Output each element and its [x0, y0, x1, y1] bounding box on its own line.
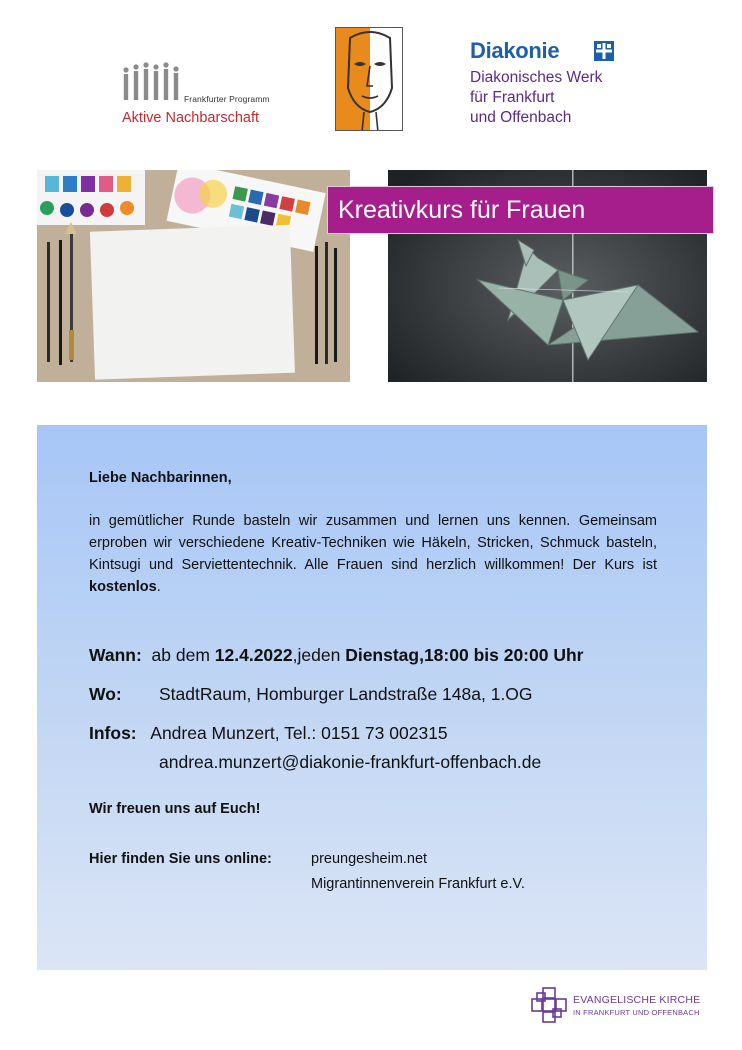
wann-date: 12.4.2022 [214, 645, 293, 665]
diakonie-line-1: Diakonisches Werk [470, 69, 603, 86]
intro-free-highlight: kostenlos [89, 579, 157, 595]
ek-line-2: IN FRANKFURT UND OFFENBACH [573, 1008, 700, 1017]
evangelische-cross-icon [531, 987, 567, 1023]
course-title-banner [327, 186, 714, 234]
face-logo-icon [336, 28, 403, 131]
aktive-title: Aktive Nachbarschaft [122, 110, 260, 126]
infos-email[interactable]: andrea.munzert@diakonie-frankfurt-offenbach.de [159, 752, 542, 772]
diakonie-logo [470, 38, 670, 128]
online-link-migrantinnenverein[interactable]: Migrantinnenverein Frankfurt e.V. [311, 876, 525, 892]
wo-label: Wo: [89, 684, 122, 704]
intro-text: in gemütlicher Runde basteln wir zusammen und lernen uns kennen. Gemeinsam erproben wir verschiedene Kreativ-Techniken wie Häkeln, Stricken, Schmuck basteln, Kintsugi und Serviettentechnik. Alle Frauen sind herzlich willkommen! Der Kurs ist [89, 513, 657, 573]
aktive-nachbarschaft-logo [122, 62, 277, 126]
wann-label: Wann: [89, 645, 142, 665]
wann-row [89, 645, 583, 666]
online-label: Hier finden Sie uns online: [89, 851, 272, 867]
greeting: Liebe Nachbarinnen, [89, 470, 232, 486]
info-panel [37, 425, 707, 970]
intro-paragraph [89, 510, 657, 598]
paint-supplies-image [37, 170, 350, 382]
intro-end: . [156, 579, 161, 595]
evangelische-kirche-logo [531, 985, 706, 1027]
aktive-subtitle: Frankfurter Programm [184, 94, 270, 104]
course-title: Kreativkurs für Frauen [338, 195, 586, 224]
ek-line-1: EVANGELISCHE KIRCHE [573, 994, 701, 1006]
wann-mid: ,jeden [292, 645, 346, 665]
online-link-preungesheim[interactable]: preungesheim.net [311, 851, 428, 867]
infos-row [89, 723, 448, 744]
closing-text: Wir freuen uns auf Euch! [89, 801, 261, 817]
wann-pre: ab dem [151, 645, 215, 665]
wann-day: Dienstag,18:00 bis 20:00 Uhr [345, 645, 584, 665]
aktive-figures-icon [122, 62, 192, 102]
infos-contact: Andrea Munzert, Tel.: 0151 73 002315 [150, 723, 448, 743]
diakonie-line-2: für Frankfurt [470, 89, 555, 106]
diakonie-subtitle [470, 68, 602, 128]
diakonie-cross-icon [594, 41, 614, 61]
diakonie-line-3: und Offenbach [470, 109, 572, 126]
infos-label: Infos: [89, 723, 137, 743]
diakonie-wordmark: Diakonie [470, 38, 560, 63]
face-logo [335, 27, 403, 131]
paint-supplies-photo [37, 170, 350, 382]
wo-value: StadtRaum, Homburger Landstraße 148a, 1.OG [159, 684, 533, 704]
